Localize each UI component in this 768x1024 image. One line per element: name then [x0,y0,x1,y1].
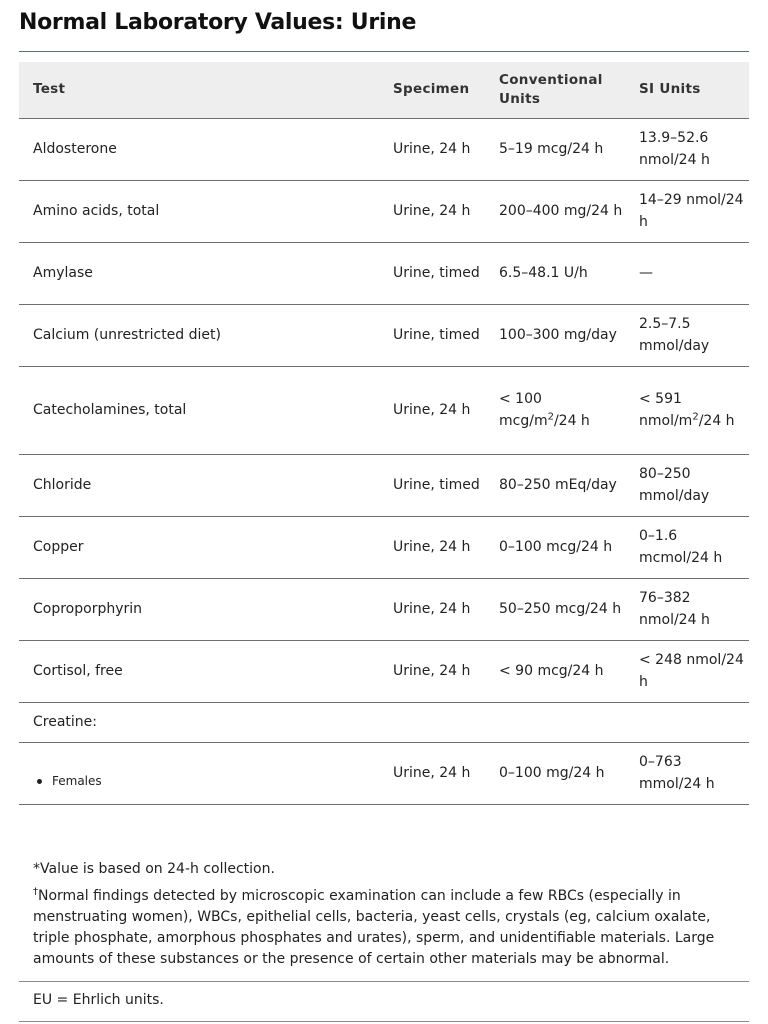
table-row [19,118,749,180]
table-row [19,180,749,242]
test-name-cell: Amino acids, total [19,180,379,242]
footnotes [33,859,743,976]
dagger-mark: † [33,886,38,898]
lab-values-table [19,62,749,805]
si-units-cell: 13.9–52.6 nmol/24 h [627,118,749,180]
test-name-cell: Chloride [19,454,379,516]
test-name-cell: Calcium (unrestricted diet) [19,304,379,366]
footnote-eu: EU = Ehrlich units. [33,992,164,1008]
si-units-cell: 0–763 mmol/24 h [627,742,749,804]
si-value-suffix: /24 h [698,413,735,429]
conventional-units-cell: 0–100 mg/24 h [485,742,627,804]
specimen-cell: Urine, timed [379,242,485,304]
title-divider [19,51,749,52]
specimen-cell: Urine, 24 h [379,742,485,804]
bullet-icon [37,779,42,784]
column-header-si-units: SI Units [627,62,749,118]
subrow-label: Females [52,774,102,788]
specimen-cell: Urine, 24 h [379,516,485,578]
table-row [19,516,749,578]
table-row [19,304,749,366]
conventional-units-cell: 100–300 mg/day [485,304,627,366]
table-row [19,242,749,304]
table-row [19,366,749,454]
specimen-cell: Urine, 24 h [379,578,485,640]
si-units-cell: 2.5–7.5 mmol/day [627,304,749,366]
test-name-cell: Coproporphyrin [19,578,379,640]
bullet-list-item [33,770,375,792]
specimen-cell: Urine, 24 h [379,118,485,180]
si-units-cell: 0–1.6 mcmol/24 h [627,516,749,578]
table-row [19,742,749,804]
conventional-units-cell: 0–100 mcg/24 h [485,516,627,578]
test-name-cell: Catecholamines, total [19,366,379,454]
conventional-units-cell: 200–400 mg/24 h [485,180,627,242]
test-name-cell: Cortisol, free [19,640,379,702]
conventional-units-cell: < 90 mcg/24 h [485,640,627,702]
conventional-value-suffix: /24 h [553,413,590,429]
column-header-specimen: Specimen [379,62,485,118]
si-value-text: < 591 nmol/m [639,391,693,429]
test-name-cell: Aldosterone [19,118,379,180]
si-units-cell: 14–29 nmol/24 h [627,180,749,242]
table-header-row [19,62,749,118]
si-units-cell: — [627,242,749,304]
conventional-units-cell: 6.5–48.1 U/h [485,242,627,304]
conventional-units-cell: 80–250 mEq/day [485,454,627,516]
superscript: 2 [692,411,699,423]
table-row [19,578,749,640]
footnote-divider [19,981,749,982]
page-title: Normal Laboratory Values: Urine [19,10,417,35]
specimen-cell: Urine, 24 h [379,640,485,702]
footnote-value: *Value is based on 24-h collection. [33,861,275,877]
si-units-cell: < 248 nmol/24 h [627,640,749,702]
footnote-dagger [33,886,743,970]
test-name-cell: Copper [19,516,379,578]
superscript: 2 [547,411,554,423]
column-header-test: Test [19,62,379,118]
si-units-cell: 80–250 mmol/day [627,454,749,516]
conventional-value-text: < 100 mcg/m [499,391,548,429]
table-row [19,454,749,516]
conventional-units-cell: 5–19 mcg/24 h [485,118,627,180]
footnote-dagger-text: Normal findings detected by microscopic examination can include a few RBCs (especially in menstruating women), WBCs, epithelial cells, bacteria, yeast cells, crystals (eg, calcium oxalate, triple phosphate, amorphous phosphates and urates), sperm, and unidentifiable materials. Large amounts of these substances or the presence of certain other materials may be abnormal. [33,888,715,967]
column-header-conventional-units: Conventional Units [485,62,627,118]
specimen-cell: Urine, timed [379,304,485,366]
conventional-units-cell [485,366,627,454]
si-units-cell: 76–382 nmol/24 h [627,578,749,640]
conventional-units-cell: 50–250 mcg/24 h [485,578,627,640]
test-name-cell [19,742,379,804]
specimen-cell: Urine, 24 h [379,180,485,242]
specimen-cell: Urine, 24 h [379,366,485,454]
table-row [19,640,749,702]
si-units-cell [627,366,749,454]
section-label-creatine: Creatine: [19,702,749,742]
bottom-divider [19,1021,749,1022]
table-section-row [19,702,749,742]
test-name-cell: Amylase [19,242,379,304]
specimen-cell: Urine, timed [379,454,485,516]
